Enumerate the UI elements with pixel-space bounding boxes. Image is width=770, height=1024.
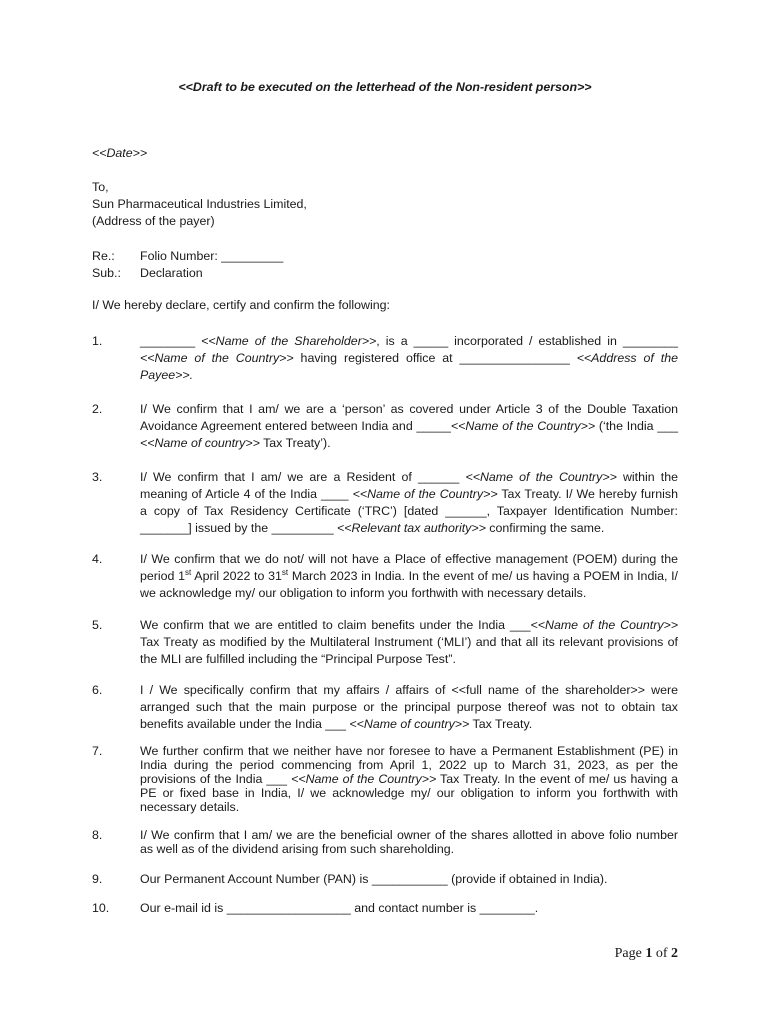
sub-label: Sub.: [92, 266, 121, 280]
item-number: 7. [92, 744, 103, 758]
reference-block [92, 248, 283, 282]
item-text: I/ We confirm that I am/ we are a Resident of ______ <<Name of the Country>> within the meaning of Article 4 of the India ____ <<Name of the Country>> Tax Treaty. I/ We hereby furnish a copy of Tax Residency Certificate (‘TRC’) [dated ______, Taxpayer Identification Number: _______] issued by the _________ <<Relevant tax authority>> confirming the same. [140, 470, 678, 535]
item-text: Our Permanent Account Number (PAN) is ___________ (provide if obtained in India). [140, 872, 608, 886]
item-number: 9. [92, 872, 103, 886]
item-text: I/ We confirm that we do not/ will not have a Place of effective management (POEM) during the period 1st April 2022 to 31st March 2023 in India. In the event of me/ us having a POEM in India, I/ we acknowledge my/ our obligation to inform you forthwith with necessary details. [140, 552, 679, 600]
declaration-item-5 [92, 617, 678, 668]
declaration-item-6 [92, 682, 678, 733]
item-number: 10. [92, 901, 110, 915]
declaration-item-9 [92, 871, 678, 888]
sub-row [92, 265, 283, 282]
declaration-item-8 [92, 828, 678, 856]
addressee-block [92, 179, 307, 230]
draft-heading: <<Draft to be executed on the letterhead of the Non-resident person>> [178, 80, 592, 94]
item-number: 6. [92, 683, 103, 697]
declaration-item-7 [92, 744, 678, 814]
item-number: 3. [92, 470, 103, 484]
item-text: I / We specifically confirm that my affairs / affairs of <<full name of the shareholder>> were arranged such that the main purpose or the principal purpose thereof was not to obtain tax benefits available under the India ___ <<Name of country>> Tax Treaty. [140, 683, 678, 731]
item-number: 4. [92, 552, 103, 566]
page-number: Page 1 of 2 [614, 946, 678, 961]
intro-statement: I/ We hereby declare, certify and confirm the following: [92, 298, 390, 312]
declaration-item-2 [92, 401, 678, 452]
item-text: We confirm that we are entitled to claim benefits under the India ___<<Name of the Country>> Tax Treaty as modified by the Multilateral Instrument (‘MLI’) and that all its relevant provisions of the MLI are fulfilled including the “Principal Purpose Test”. [140, 618, 678, 666]
subject: Declaration [140, 266, 203, 280]
item-text: We further confirm that we neither have nor foresee to have a Permanent Establishment (PE) in India during the period commencing from April 1, 2022 up to March 31, 2023, as per the provisions of the India ___ <<Name of the Country>> Tax Treaty. In the event of me/ us having a PE or fixed base in India, I/ we acknowledge my/ our obligation to inform you forthwith with necessary details. [140, 744, 678, 814]
declaration-item-3 [92, 469, 678, 537]
folio-number: Folio Number: _________ [140, 249, 284, 263]
item-number: 5. [92, 618, 103, 632]
item-number: 8. [92, 828, 103, 842]
declaration-item-1 [92, 333, 678, 384]
re-row [92, 248, 283, 265]
item-text: I/ We confirm that I am/ we are the beneficial owner of the shares allotted in above folio number as well as of the dividend arising from such shareholding. [140, 828, 678, 856]
to-line: To, [92, 180, 109, 194]
item-text: I/ We confirm that I am/ we are a ‘person’ as covered under Article 3 of the Double Taxation Avoidance Agreement entered between India and _____<<Name of the Country>> (‘the India ___ <<Name of country>> Tax Treaty’). [140, 402, 678, 450]
declaration-item-4 [92, 551, 678, 602]
declaration-item-10 [92, 900, 678, 917]
item-number: 2. [92, 402, 103, 416]
item-number: 1. [92, 334, 103, 348]
item-text: ________ <<Name of the Shareholder>>, is a _____ incorporated / established in ________ <<Name of the Country>> having registered office at ________________ <<Address of the Payee>>. [140, 334, 679, 382]
company-name: Sun Pharmaceutical Industries Limited, [92, 197, 307, 211]
payer-address: (Address of the payer) [92, 214, 215, 228]
re-label: Re.: [92, 249, 115, 263]
date-placeholder: <<Date>> [92, 146, 148, 160]
item-text: Our e-mail id is __________________ and contact number is ________. [140, 901, 539, 915]
